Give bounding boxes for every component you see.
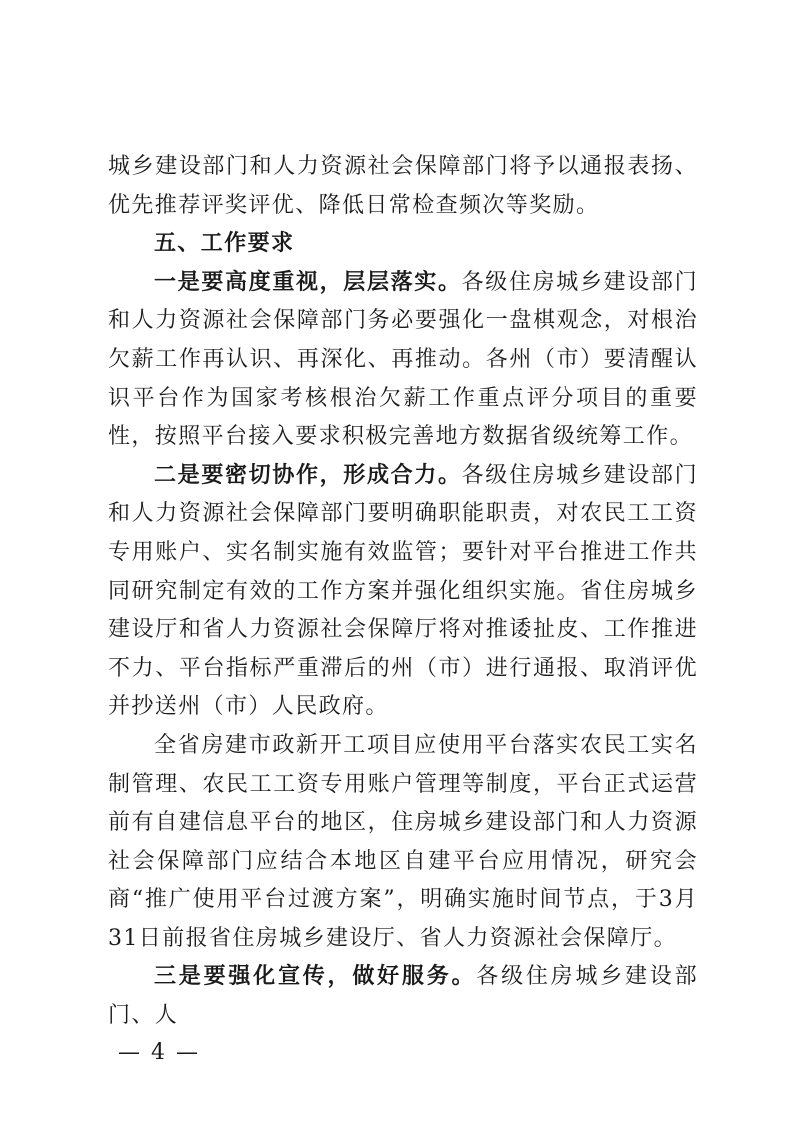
paragraph-platform-usage: 全省房建市政新开工项目应使用平台落实农民工实名制管理、农民工工资专用账户管理等制度，平台正式运营前有自建信息平台的地区，住房城乡建设部门和人力资源社会保障部门应结合本地区自建平台应用情况，研究会商“推广使用平台过渡方案”，明确实施时间节点，于3月31日前报省住房城乡建设厅、省人力资源社会保障厅。 — [108, 732, 698, 951]
requirement-3-lead: 三是要强化宣传，做好服务。 — [154, 964, 477, 990]
requirement-2-text: 各级住房城乡建设部门和人力资源社会保障部门要明确职能职责，对农民工工资专用账户、实名制实施有效监管；要针对平台推进工作共同研究制定有效的工作方案并强化组织实施。省住房城乡建设厅和省人力资源社会保障厅将对推诿扯皮、工作推进不力、平台指标严重滞后的州（市）进行通报、取消评优并抄送州（市）人民政府。 — [108, 462, 698, 720]
document-body — [108, 148, 698, 1036]
paragraph-requirement-3 — [108, 958, 698, 1035]
requirement-1-lead: 一是要高度重视，层层落实。 — [154, 269, 462, 295]
paragraph-requirement-2 — [108, 457, 698, 727]
section-heading: 五、工作要求 — [154, 231, 295, 257]
requirement-3-text: 各级住房城乡建设部门、人 — [108, 964, 699, 1029]
paragraph-requirement-1 — [108, 264, 698, 457]
requirement-2-lead: 二是要密切协作，形成合力。 — [154, 462, 462, 488]
page-number: — 4 — — [118, 1040, 200, 1065]
paragraph-continued: 城乡建设部门和人力资源社会保障部门将予以通报表扬、优先推荐评奖评优、降低日常检查频次等奖励。 — [108, 154, 698, 218]
requirement-1-text: 各级住房城乡建设部门和人力资源社会保障部门务必要强化一盘棋观念，对根治欠薪工作再认识、再深化、再推动。各州（市）要清醒认识平台作为国家考核根治欠薪工作重点评分项目的重要性，按照平台接入要求积极完善地方数据省级统筹工作。 — [108, 269, 698, 450]
